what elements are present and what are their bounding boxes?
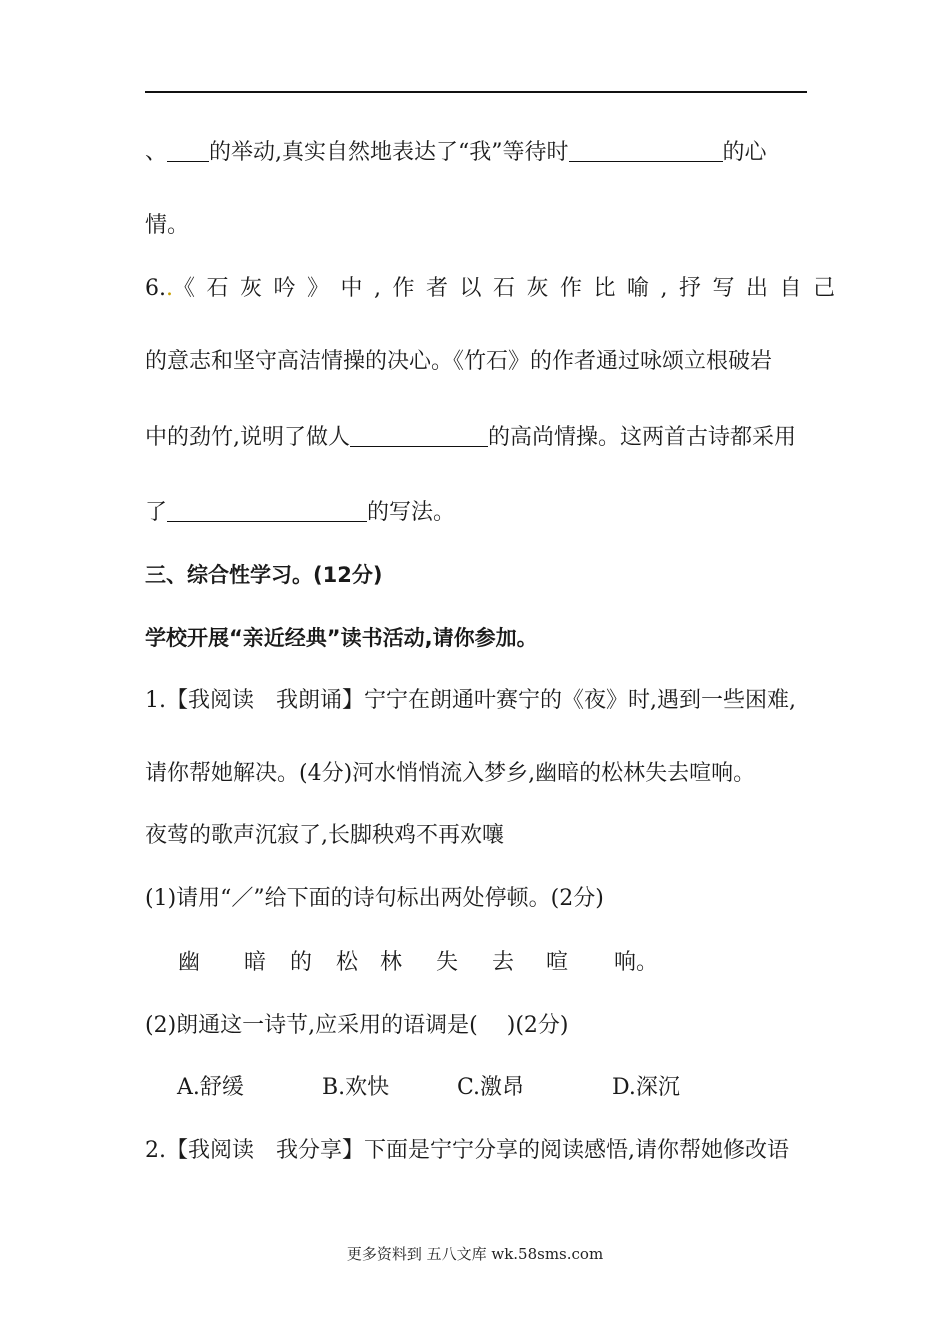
q6-line-3-b: 的高尚情操。这两首古诗都采用 (488, 425, 797, 450)
q5-prefix: 、 (145, 140, 168, 165)
poem-char: 幽 (178, 950, 201, 975)
poem-char: 暗 (244, 950, 267, 975)
top-rule (145, 91, 807, 93)
section-3-intro: 学校开展“亲近经典”读书活动,请你参加。 (145, 626, 538, 650)
q1-line-1: 1.【我阅读 我朗诵】宁宁在朗通叶赛宁的《夜》时,遇到一些困难, (145, 688, 796, 713)
q1-line-2: 请你帮她解决。(4分)河水悄悄流入梦乡,幽暗的松林失去喧响。 (145, 761, 756, 786)
poem-char: 松 (336, 950, 359, 975)
footer-text: 更多资料到 五八文库 wk.58sms.com (346, 1245, 604, 1263)
q6-line-4 (145, 498, 455, 528)
poem-char: 喧 (546, 950, 569, 975)
option-d: D.深沉 (612, 1075, 680, 1100)
q5-blank-1 (167, 139, 209, 162)
q5-suffix: 的心 (722, 140, 767, 165)
option-c: C.激昂 (457, 1075, 525, 1100)
q1-line-3: 夜莺的歌声沉寂了,长脚秧鸡不再欢嚷 (145, 823, 504, 848)
q6-blank-1 (350, 424, 488, 447)
q5-mid-text: 的举动,真实自然地表达了“我”等待时 (209, 140, 569, 165)
q2-line-1: 2.【我阅读 我分享】下面是宁宁分享的阅读感悟,请你帮她修改语 (145, 1138, 789, 1163)
q6-line-1 (145, 274, 847, 304)
poem-char: 林 (380, 950, 403, 975)
poem-char: 响。 (614, 950, 659, 975)
q5-line-2: 情。 (145, 213, 190, 238)
poem-char: 失 (436, 950, 459, 975)
q6-line-1-text: 《石灰吟》中,作者以石灰作比喻,抒写出自己 (173, 276, 847, 301)
option-b: B.欢快 (322, 1075, 390, 1100)
poem-char: 的 (290, 950, 313, 975)
section-3-title: 三、综合性学习。(12分) (145, 563, 383, 587)
option-a: A.舒缓 (177, 1075, 244, 1100)
q6-line-3 (145, 423, 796, 453)
q5-line-1 (145, 138, 767, 168)
q6-line-3-a: 中的劲竹,说明了做人 (145, 425, 350, 450)
poem-char: 去 (492, 950, 515, 975)
q6-line-2: 的意志和坚守高洁情操的决心。《竹石》的作者通过咏颂立根破岩 (145, 349, 773, 374)
q6-dot: . (166, 276, 173, 301)
q1-sub-1: (1)请用“／”给下面的诗句标出两处停顿。(2分) (145, 886, 604, 911)
q5-blank-2 (569, 139, 723, 162)
q6-blank-2 (167, 499, 367, 522)
q6-number: 6. (145, 276, 166, 301)
q6-line-4-b: 的写法。 (367, 500, 456, 525)
q6-line-4-a: 了 (145, 500, 168, 525)
q1-sub-2: (2)朗通这一诗节,应采用的语调是( )(2分) (145, 1013, 569, 1038)
